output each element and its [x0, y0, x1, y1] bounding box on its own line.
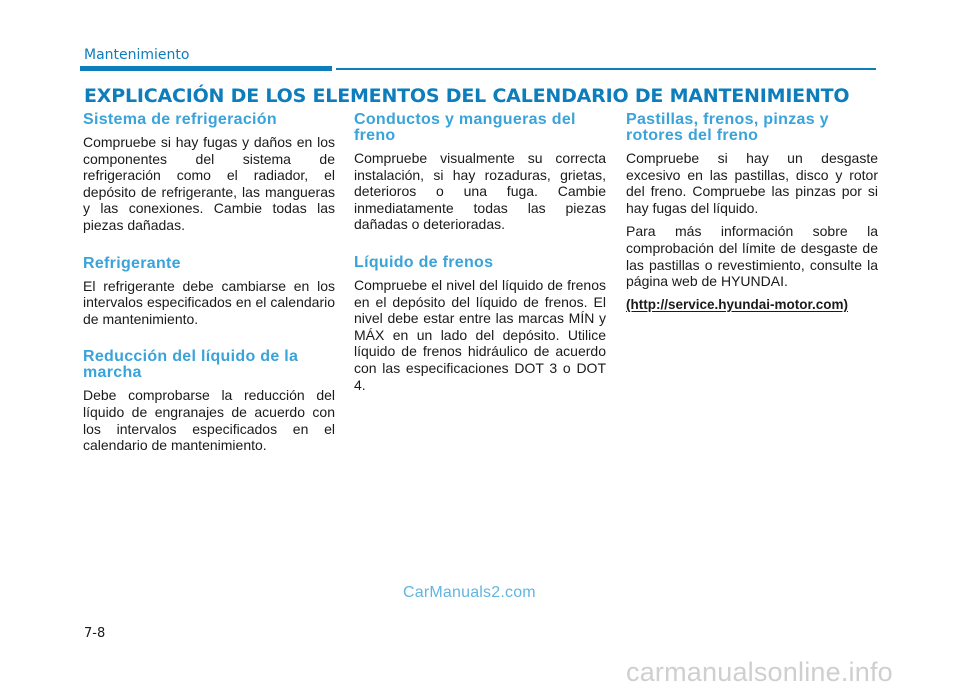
service-website-link[interactable]: (http://service.hyundai-motor.com) [626, 296, 849, 312]
section-gear-fluid [83, 349, 335, 453]
coolant-text: El refrigerante debe cambiarse en los intervalos especificados en el calendario de mantenimiento. [83, 277, 335, 327]
brake-pads-text-1: Compruebe si hay un desgaste excesivo en las pastillas, disco y rotor del freno. Compruebe las pinzas por si hay fugas del líquido. [626, 150, 878, 216]
header-rule-thin [336, 68, 876, 70]
section-brake-fluid [354, 255, 606, 393]
coolant-heading: Refrigerante [83, 254, 181, 272]
column-3 [626, 112, 878, 336]
section-coolant [83, 256, 335, 328]
footer-site-text: carmanualsonline.info [626, 657, 893, 687]
gear-fluid-text: Debe comprobarse la reducción del líquido de engranajes de acuerdo con los intervalos especificados en el calendario de mantenimiento. [83, 387, 335, 454]
column-2 [354, 112, 606, 415]
brake-pads-text-2: Para más información sobre la comprobación del límite de desgaste de las pastillas o revestimiento, consulte la página web de HYUNDAI. [626, 223, 878, 290]
section-tab: Mantenimiento [84, 47, 190, 63]
column-1 [83, 112, 335, 476]
brake-fluid-heading: Líquido de frenos [354, 253, 494, 271]
page-number: 7-8 [84, 626, 106, 641]
watermark-logo: CarManuals2.com [403, 584, 536, 601]
page-heading: EXPLICACIÓN DE LOS ELEMENTOS DEL CALENDARIO DE MANTENIMIENTO [84, 85, 850, 107]
brake-lines-heading: Conductos y mangueras del freno [354, 111, 576, 144]
brake-lines-text: Compruebe visualmente su correcta instalación, si hay rozaduras, grietas, deterioros o una fuga. Cambie inmediatamente todas las piezas dañadas o deterioradas. [354, 150, 606, 233]
gear-fluid-heading: Reducción del líquido de la marcha [83, 348, 299, 382]
brake-fluid-text: Compruebe el nivel del líquido de frenos en el depósito del líquido de frenos. El nivel debe estar entre las marcas MÍN y MÁX en un lado del depósito. Utilice líquido de frenos hidráulico de acuerdo con las especificaciones DOT 3 o DOT 4. [354, 276, 606, 393]
section-cooling-system [83, 112, 335, 234]
cooling-system-heading: Sistema de refrigeración [83, 111, 277, 128]
brake-pads-heading: Pastillas, frenos, pinzas y rotores del freno [626, 111, 829, 144]
section-brake-lines [354, 112, 606, 233]
header-rule-thick [80, 66, 332, 71]
section-brake-pads [626, 112, 878, 314]
cooling-system-text: Compruebe si hay fugas y daños en los componentes del sistema de refrigeración como el radiador, el depósito de refrigerante, las mangueras y las conexiones. Cambie todas las piezas dañadas. [83, 134, 335, 233]
